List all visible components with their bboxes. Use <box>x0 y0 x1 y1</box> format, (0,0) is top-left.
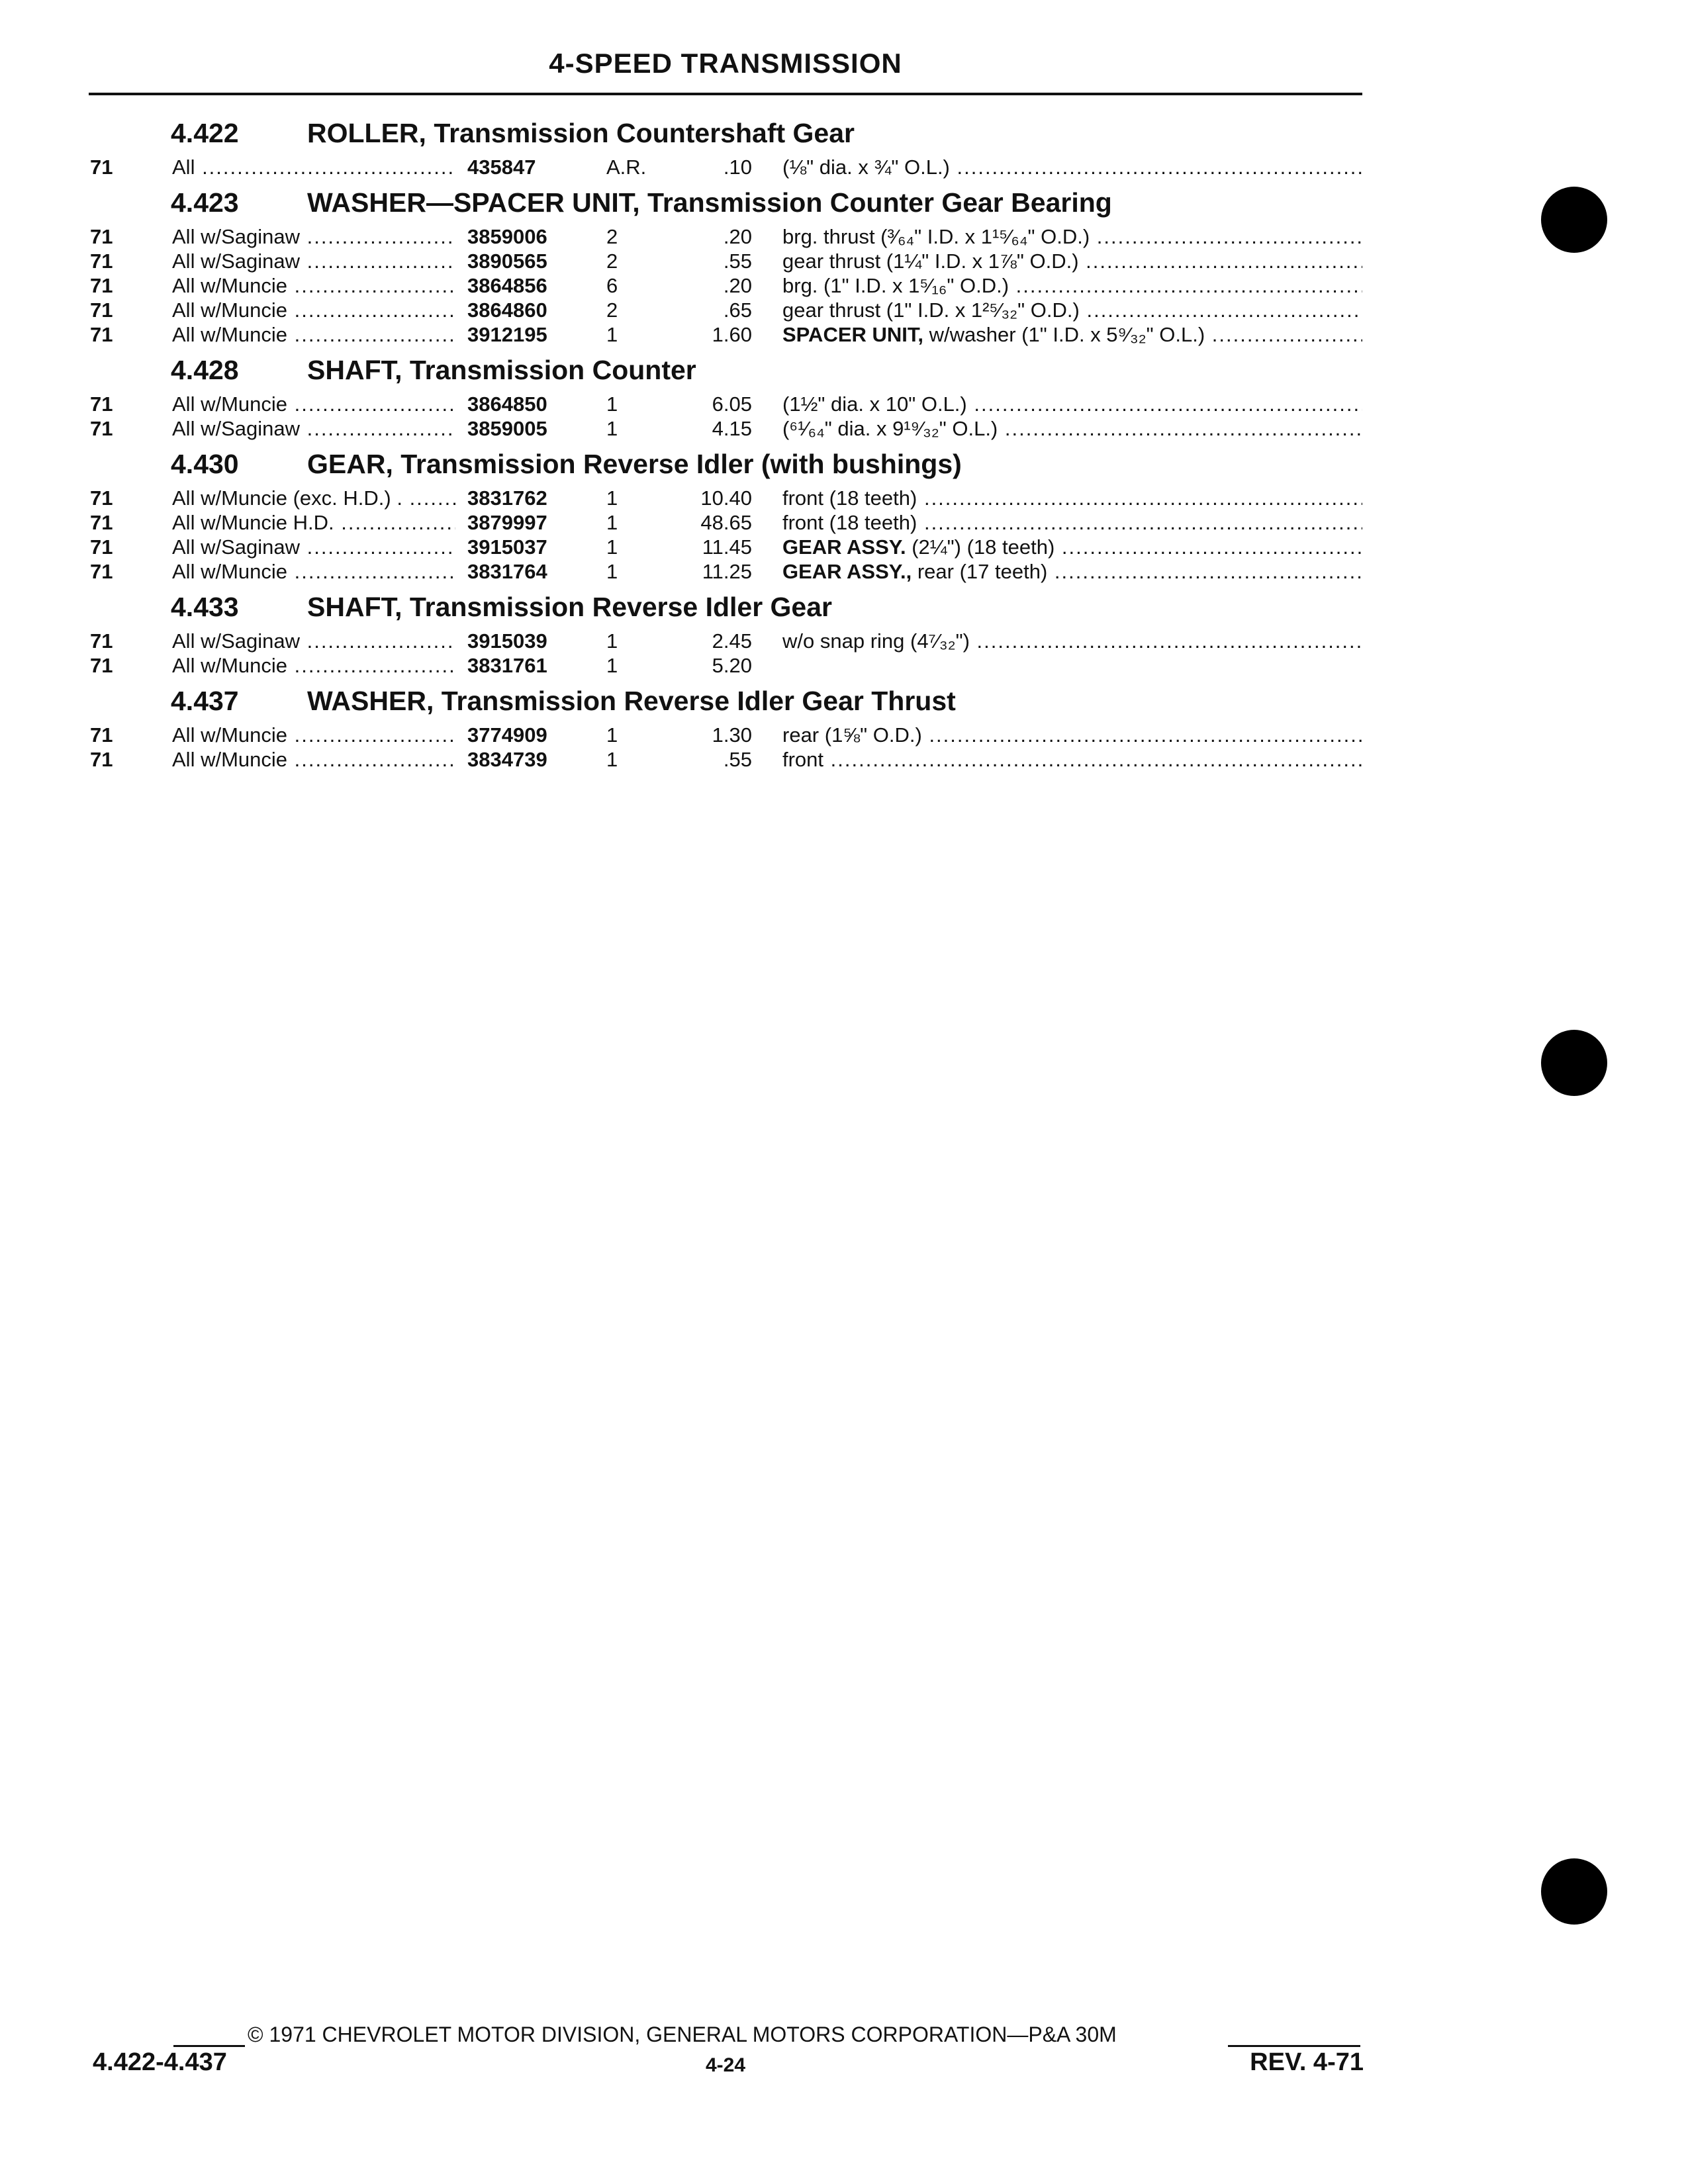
quantity: 1 <box>606 560 618 583</box>
model-application: All w/Saginaw ..... <box>172 535 455 559</box>
quantity: 1 <box>606 486 618 510</box>
section-number: 4.423 <box>171 187 239 218</box>
section-title: SHAFT, Transmission Counter <box>307 355 696 385</box>
quantity: 2 <box>606 225 618 248</box>
model-application: All ..... <box>172 155 455 179</box>
list-price: 5.20 <box>712 654 752 677</box>
part-number: 3831762 <box>467 486 547 510</box>
part-row <box>0 486 1364 510</box>
description-emphasis: SPACER UNIT, <box>782 323 924 346</box>
model-year: 71 <box>90 156 113 179</box>
parts-list <box>0 118 1364 780</box>
part-description <box>782 559 1362 584</box>
description-text: w/washer (1" I.D. x 5⁹⁄₃₂" O.L.) <box>923 323 1205 346</box>
model-year: 71 <box>90 654 113 677</box>
quantity: 2 <box>606 250 618 273</box>
part-description <box>782 392 1362 416</box>
title-rule <box>89 93 1362 95</box>
description-text: front (18 teeth) <box>782 511 917 534</box>
section-title: ROLLER, Transmission Countershaft Gear <box>307 118 855 148</box>
part-row <box>0 510 1364 535</box>
part-number: 3859006 <box>467 225 547 248</box>
section <box>0 118 1364 179</box>
part-row <box>0 392 1364 416</box>
part-row <box>0 249 1364 273</box>
footer-page-number: 4-24 <box>706 2054 746 2076</box>
part-row <box>0 416 1364 441</box>
description-text: brg. thrust (³⁄₆₄" I.D. x 1¹⁵⁄₆₄" O.D.) <box>782 225 1090 248</box>
section-number: 4.428 <box>171 355 239 385</box>
list-price: 4.15 <box>712 417 752 440</box>
model-year: 71 <box>90 274 113 297</box>
part-number: 3864856 <box>467 274 547 297</box>
part-number: 3864860 <box>467 298 547 322</box>
section-number: 4.433 <box>171 592 239 622</box>
model-application: All w/Muncie ..... <box>172 298 455 322</box>
part-row <box>0 653 1364 678</box>
page-title: 4-SPEED TRANSMISSION <box>549 48 902 79</box>
part-row <box>0 298 1364 322</box>
part-number: 3915037 <box>467 535 547 559</box>
model-application: All w/Muncie ..... <box>172 392 455 416</box>
quantity: 1 <box>606 392 618 416</box>
list-price: 2.45 <box>712 629 752 653</box>
description-text: front <box>782 748 824 771</box>
model-year: 71 <box>90 535 113 559</box>
part-row <box>0 224 1364 249</box>
description-text: rear (1⅝" O.D.) <box>782 723 922 747</box>
part-description <box>782 249 1362 273</box>
section <box>0 686 1364 772</box>
quantity: 1 <box>606 535 618 559</box>
footer-rule-right <box>1228 2045 1360 2047</box>
model-application: All w/Saginaw ..... <box>172 224 455 249</box>
model-application: All w/Saginaw ..... <box>172 249 455 273</box>
model-application: All w/Muncie ..... <box>172 322 455 347</box>
description-text: (⁶¹⁄₆₄" dia. x 9¹⁹⁄₃₂" O.L.) <box>782 417 998 440</box>
section-title: SHAFT, Transmission Reverse Idler Gear <box>307 592 832 622</box>
quantity: 1 <box>606 511 618 534</box>
part-number: 3834739 <box>467 748 547 771</box>
model-application: All w/Saginaw ..... <box>172 416 455 441</box>
footer-copyright: © 1971 CHEVROLET MOTOR DIVISION, GENERAL MOTORS CORPORATION—P&A 30M <box>248 2023 1117 2046</box>
model-application: All w/Muncie ..... <box>172 559 455 584</box>
model-year: 71 <box>90 748 113 771</box>
model-year: 71 <box>90 511 113 534</box>
section-heading <box>0 187 1364 224</box>
list-price: 6.05 <box>712 392 752 416</box>
section <box>0 449 1364 584</box>
part-description <box>782 322 1362 347</box>
list-price: 1.60 <box>712 323 752 346</box>
section-number: 4.422 <box>171 118 239 148</box>
part-row <box>0 273 1364 298</box>
part-description <box>782 273 1362 298</box>
list-price: .65 <box>723 298 752 322</box>
list-price: 11.25 <box>702 560 752 583</box>
part-number: 435847 <box>467 156 536 179</box>
quantity: 6 <box>606 274 618 297</box>
section-heading <box>0 686 1364 723</box>
description-text: (2¼") (18 teeth) <box>906 535 1055 559</box>
description-text: (⅛" dia. x ¾" O.L.) <box>782 156 950 179</box>
section-heading <box>0 449 1364 486</box>
list-price: .55 <box>723 250 752 273</box>
model-year: 71 <box>90 225 113 248</box>
part-number: 3774909 <box>467 723 547 747</box>
list-price: .55 <box>723 748 752 771</box>
quantity: 1 <box>606 723 618 747</box>
section-title: GEAR, Transmission Reverse Idler (with bushings) <box>307 449 962 479</box>
model-application: All w/Muncie H.D. ..... <box>172 510 455 535</box>
section-title: WASHER, Transmission Reverse Idler Gear Thrust <box>307 686 956 716</box>
quantity: 2 <box>606 298 618 322</box>
model-application: All w/Muncie (exc. H.D.) . ..... <box>172 486 455 510</box>
part-description <box>782 416 1362 441</box>
part-number: 3879997 <box>467 511 547 534</box>
model-application: All w/Muncie ..... <box>172 273 455 298</box>
part-description <box>782 723 1362 747</box>
section-title: WASHER—SPACER UNIT, Transmission Counter Gear Bearing <box>307 187 1112 218</box>
section <box>0 592 1364 678</box>
part-number: 3831764 <box>467 560 547 583</box>
part-row <box>0 155 1364 179</box>
description-emphasis: GEAR ASSY. <box>782 535 906 559</box>
model-application: All w/Muncie ..... <box>172 653 455 678</box>
part-row <box>0 322 1364 347</box>
part-description <box>782 224 1362 249</box>
part-number: 3915039 <box>467 629 547 653</box>
description-emphasis: GEAR ASSY., <box>782 560 912 583</box>
list-price: 10.40 <box>700 486 752 510</box>
part-description <box>782 535 1362 559</box>
part-description <box>782 510 1362 535</box>
part-row <box>0 723 1364 747</box>
part-row <box>0 629 1364 653</box>
description-text: w/o snap ring (4⁷⁄₃₂") <box>782 629 970 653</box>
model-application: All w/Saginaw ..... <box>172 629 455 653</box>
binder-hole-2 <box>1541 1030 1607 1096</box>
part-description <box>782 747 1362 772</box>
part-number: 3864850 <box>467 392 547 416</box>
model-year: 71 <box>90 298 113 322</box>
section-number: 4.430 <box>171 449 239 479</box>
part-row <box>0 559 1364 584</box>
description-text: (1½" dia. x 10" O.L.) <box>782 392 967 416</box>
list-price: .20 <box>723 225 752 248</box>
footer-section-range: 4.422-4.437 <box>93 2048 227 2076</box>
part-description <box>782 155 1362 179</box>
part-row <box>0 747 1364 772</box>
section-heading <box>0 592 1364 629</box>
quantity: 1 <box>606 417 618 440</box>
binder-hole-1 <box>1541 187 1607 253</box>
description-text: front (18 teeth) <box>782 486 917 510</box>
list-price: .20 <box>723 274 752 297</box>
part-number: 3831761 <box>467 654 547 677</box>
section-heading <box>0 118 1364 155</box>
list-price: 11.45 <box>702 535 752 559</box>
section-number: 4.437 <box>171 686 239 716</box>
list-price: .10 <box>723 156 752 179</box>
model-year: 71 <box>90 323 113 346</box>
quantity: A.R. <box>606 156 647 179</box>
section-heading <box>0 355 1364 392</box>
model-year: 71 <box>90 560 113 583</box>
model-year: 71 <box>90 723 113 747</box>
model-year: 71 <box>90 417 113 440</box>
part-description <box>782 486 1362 510</box>
part-number: 3912195 <box>467 323 547 346</box>
model-year: 71 <box>90 250 113 273</box>
description-text: brg. (1" I.D. x 1⁵⁄₁₆" O.D.) <box>782 274 1009 297</box>
footer-rule-left <box>173 2045 245 2047</box>
part-description <box>782 298 1362 322</box>
quantity: 1 <box>606 629 618 653</box>
model-application: All w/Muncie ..... <box>172 747 455 772</box>
footer-revision: REV. 4-71 <box>1250 2048 1364 2076</box>
model-year: 71 <box>90 629 113 653</box>
list-price: 48.65 <box>700 511 752 534</box>
description-text: rear (17 teeth) <box>912 560 1048 583</box>
quantity: 1 <box>606 748 618 771</box>
description-text: gear thrust (1¼" I.D. x 1⅞" O.D.) <box>782 250 1079 273</box>
model-application: All w/Muncie ..... <box>172 723 455 747</box>
section <box>0 355 1364 441</box>
model-year: 71 <box>90 486 113 510</box>
model-year: 71 <box>90 392 113 416</box>
description-text: gear thrust (1" I.D. x 1²⁵⁄₃₂" O.D.) <box>782 298 1080 322</box>
section <box>0 187 1364 347</box>
quantity: 1 <box>606 654 618 677</box>
part-number: 3859005 <box>467 417 547 440</box>
quantity: 1 <box>606 323 618 346</box>
part-number: 3890565 <box>467 250 547 273</box>
binder-hole-3 <box>1541 1858 1607 1925</box>
list-price: 1.30 <box>712 723 752 747</box>
part-row <box>0 535 1364 559</box>
part-description <box>782 629 1362 653</box>
